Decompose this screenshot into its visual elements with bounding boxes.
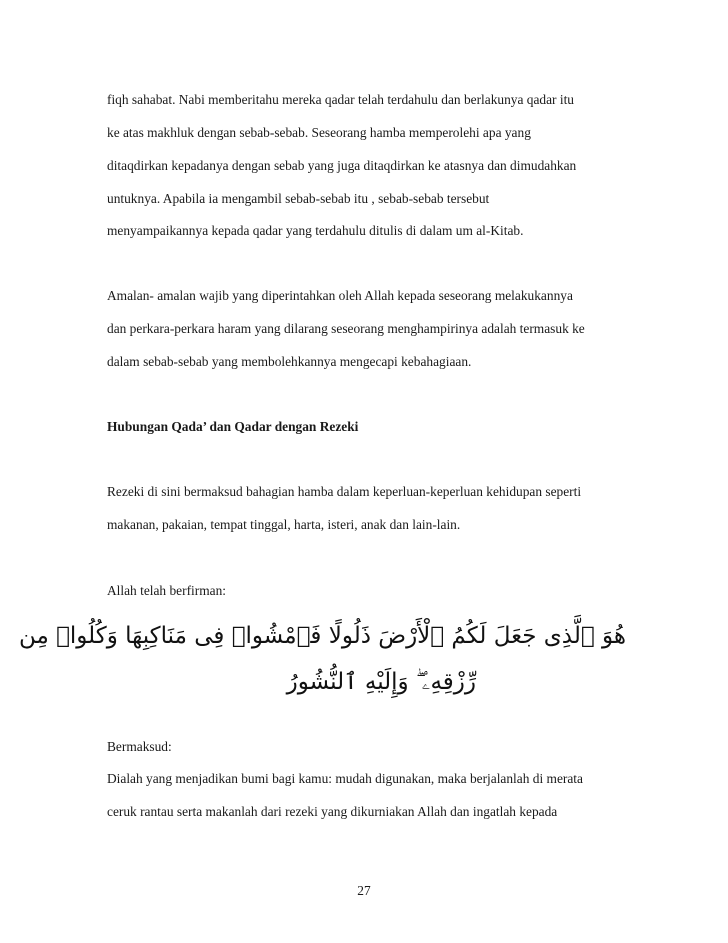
- paragraph-line: ditaqdirkan kepadanya dengan sebab yang juga ditaqdirkan ke atasnya dan dimudahkan: [107, 158, 577, 173]
- arabic-verse-line: هُوَ ٱلَّذِى جَعَلَ لَكُمُ ٱلْأَرْضَ ذَلُولًا فَٱمْشُوا۟ فِى مَنَاكِبِهَا وَكُلُوا۟ مِن: [18, 623, 626, 649]
- paragraph-line: makanan, pakaian, tempat tinggal, harta, isteri, anak dan lain-lain.: [107, 517, 461, 532]
- page-number: 27: [357, 883, 371, 898]
- paragraph-line: fiqh sahabat. Nabi memberitahu mereka qadar telah terdahulu dan berlakunya qadar itu: [107, 92, 574, 107]
- arabic-verse-line: رِّزْقِهِۦ ۖ وَإِلَيْهِ ٱلنُّشُورُ: [286, 669, 476, 695]
- meaning-line: ceruk rantau serta makanlah dari rezeki yang dikurniakan Allah dan ingatlah kepada: [107, 804, 558, 819]
- section-heading: Hubungan Qada’ dan Qadar dengan Rezeki: [107, 419, 359, 434]
- paragraph-line: untuknya. Apabila ia mengambil sebab-sebab itu , sebab-sebab tersebut: [107, 191, 490, 206]
- verse-intro: Allah telah berfirman:: [107, 583, 226, 598]
- paragraph-line: dalam sebab-sebab yang membolehkannya mengecapi kebahagiaan.: [107, 354, 472, 369]
- paragraph-line: Rezeki di sini bermaksud bahagian hamba dalam keperluan-keperluan kehidupan seperti: [107, 484, 582, 499]
- paragraph-line: ke atas makhluk dengan sebab-sebab. Seseorang hamba memperolehi apa yang: [107, 125, 531, 140]
- paragraph-line: Amalan- amalan wajib yang diperintahkan oleh Allah kepada seseorang melakukannya: [107, 288, 573, 303]
- meaning-label: Bermaksud:: [107, 739, 172, 754]
- meaning-line: Dialah yang menjadikan bumi bagi kamu: mudah digunakan, maka berjalanlah di merata: [107, 771, 583, 786]
- paragraph-line: dan perkara-perkara haram yang dilarang seseorang menghampirinya adalah termasuk ke: [107, 321, 585, 336]
- paragraph-line: menyampaikannya kepada qadar yang terdahulu ditulis di dalam um al-Kitab.: [107, 223, 524, 238]
